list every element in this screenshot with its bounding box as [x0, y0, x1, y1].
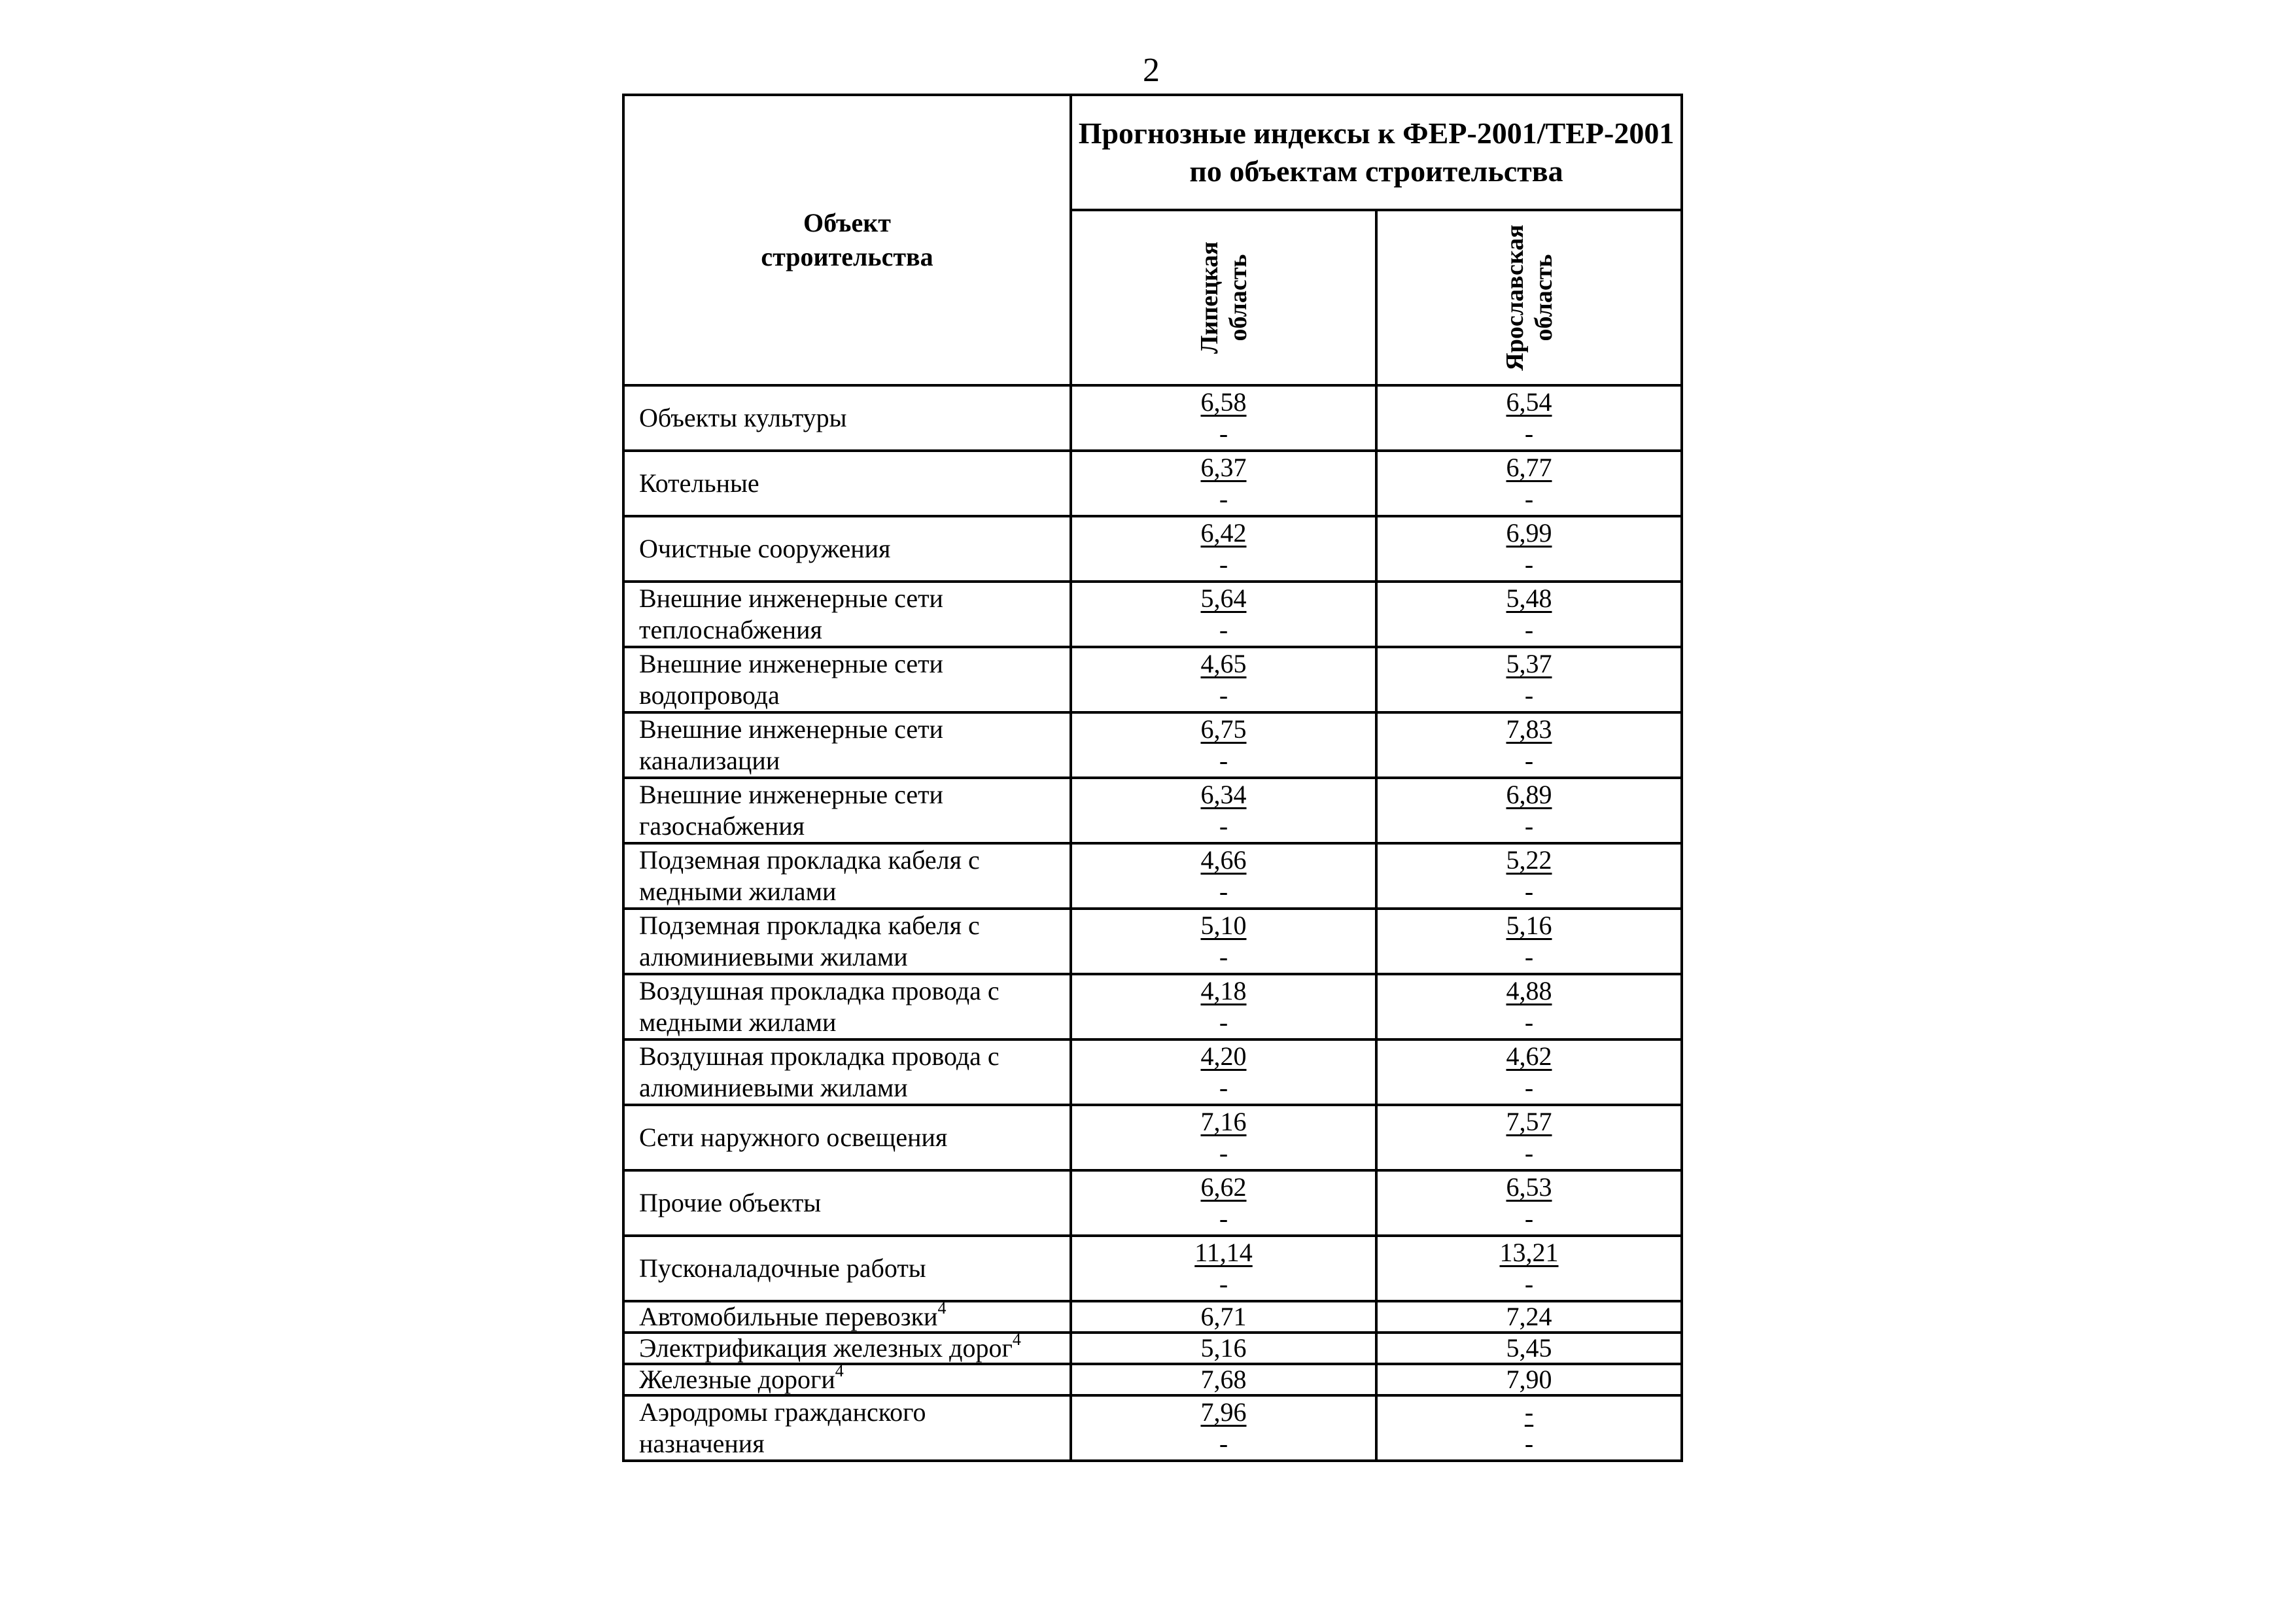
- object-name-cell: Внешние инженерные сети водопровода: [623, 647, 1071, 712]
- value-yaroslavl: 5,37 -: [1376, 647, 1682, 712]
- value-yaroslavl: 13,21 -: [1376, 1236, 1682, 1301]
- table-row: [623, 1236, 1682, 1301]
- table-row: [623, 582, 1682, 647]
- table-row: [623, 647, 1682, 712]
- table-row: [623, 1105, 1682, 1170]
- value-yaroslavl: 5,16 -: [1376, 909, 1682, 974]
- object-name-cell: Аэродромы гражданского назначения: [623, 1395, 1071, 1461]
- footnote-mark: 4: [1012, 1329, 1021, 1349]
- table-row: [623, 1170, 1682, 1236]
- value-yaroslavl: 6,99 -: [1376, 516, 1682, 582]
- value-yaroslavl: - -: [1376, 1395, 1682, 1461]
- value-yaroslavl: 4,62 -: [1376, 1039, 1682, 1105]
- table-row: [623, 1364, 1682, 1395]
- table-row: [623, 1301, 1682, 1333]
- value-yaroslavl: 5,22 -: [1376, 843, 1682, 909]
- value-yaroslavl: 7,24: [1376, 1301, 1682, 1333]
- value-lipetsk: 7,68: [1071, 1364, 1376, 1395]
- value-yaroslavl: 6,54 -: [1376, 385, 1682, 451]
- table-row: [623, 1395, 1682, 1461]
- value-yaroslavl: 7,90: [1376, 1364, 1682, 1395]
- value-lipetsk: 5,10 -: [1071, 909, 1376, 974]
- object-name-cell: Железные дороги$^4$: [623, 1364, 1071, 1395]
- value-yaroslavl: 6,53 -: [1376, 1170, 1682, 1236]
- object-name-cell: Прочие объекты: [623, 1170, 1071, 1236]
- value-lipetsk: 11,14 -: [1071, 1236, 1376, 1301]
- value-lipetsk: 6,58 -: [1071, 385, 1376, 451]
- table-row: [623, 843, 1682, 909]
- value-lipetsk: 4,66 -: [1071, 843, 1376, 909]
- value-yaroslavl: 4,88 -: [1376, 974, 1682, 1039]
- page-number: 2: [1143, 52, 1160, 89]
- table-row: [623, 712, 1682, 778]
- region-header-yaroslavl: Ярославская область: [1376, 210, 1682, 385]
- footnote-mark: 4: [937, 1298, 947, 1318]
- table-row: [623, 451, 1682, 516]
- table-row: [623, 974, 1682, 1039]
- object-name-cell: Подземная прокладка кабеля с алюминиевыми жилами: [623, 909, 1071, 974]
- value-lipetsk: 5,64 -: [1071, 582, 1376, 647]
- table-row: [623, 909, 1682, 974]
- object-name-cell: Автомобильные перевозки$^4$: [623, 1301, 1071, 1333]
- value-lipetsk: 4,18 -: [1071, 974, 1376, 1039]
- value-yaroslavl: 5,45: [1376, 1333, 1682, 1364]
- object-name-cell: Котельные: [623, 451, 1071, 516]
- table-body: [623, 385, 1682, 1461]
- value-yaroslavl: 7,57 -: [1376, 1105, 1682, 1170]
- value-lipetsk: 5,16: [1071, 1333, 1376, 1364]
- indices-group-header: Прогнозные индексы к ФЕР-2001/ТЕР-2001 по объектам строительства: [1071, 95, 1682, 210]
- value-lipetsk: 6,42 -: [1071, 516, 1376, 582]
- table-row: [623, 1333, 1682, 1364]
- value-lipetsk: 4,20 -: [1071, 1039, 1376, 1105]
- object-name-cell: Подземная прокладка кабеля с медными жилами: [623, 843, 1071, 909]
- value-yaroslavl: 7,83 -: [1376, 712, 1682, 778]
- table-row: [623, 385, 1682, 451]
- object-name-cell: Пусконаладочные работы: [623, 1236, 1071, 1301]
- object-name-cell: Внешние инженерные сети канализации: [623, 712, 1071, 778]
- table-row: [623, 778, 1682, 843]
- object-name-cell: Объекты культуры: [623, 385, 1071, 451]
- value-lipetsk: 4,65 -: [1071, 647, 1376, 712]
- object-column-header: Объект строительства: [623, 95, 1071, 385]
- object-name-cell: Внешние инженерные сети теплоснабжения: [623, 582, 1071, 647]
- table-row: [623, 1039, 1682, 1105]
- region-header-lipetsk: Липецкая область: [1071, 210, 1376, 385]
- value-lipetsk: 6,34 -: [1071, 778, 1376, 843]
- object-name-cell: Внешние инженерные сети газоснабжения: [623, 778, 1071, 843]
- value-lipetsk: 7,16 -: [1071, 1105, 1376, 1170]
- index-table: [622, 94, 1683, 1462]
- value-lipetsk: 6,37 -: [1071, 451, 1376, 516]
- value-lipetsk: 7,96 -: [1071, 1395, 1376, 1461]
- object-name-cell: Воздушная прокладка провода с медными жилами: [623, 974, 1071, 1039]
- value-lipetsk: 6,62 -: [1071, 1170, 1376, 1236]
- object-name-cell: Сети наружного освещения: [623, 1105, 1071, 1170]
- table-row: [623, 516, 1682, 582]
- object-name-cell: Очистные сооружения: [623, 516, 1071, 582]
- object-name-cell: Воздушная прокладка провода с алюминиевыми жилами: [623, 1039, 1071, 1105]
- value-yaroslavl: 6,89 -: [1376, 778, 1682, 843]
- value-lipetsk: 6,71: [1071, 1301, 1376, 1333]
- value-lipetsk: 6,75 -: [1071, 712, 1376, 778]
- object-name-cell: Электрификация железных дорог$^4$: [623, 1333, 1071, 1364]
- value-yaroslavl: 6,77 -: [1376, 451, 1682, 516]
- value-yaroslavl: 5,48 -: [1376, 582, 1682, 647]
- footnote-mark: 4: [835, 1361, 844, 1380]
